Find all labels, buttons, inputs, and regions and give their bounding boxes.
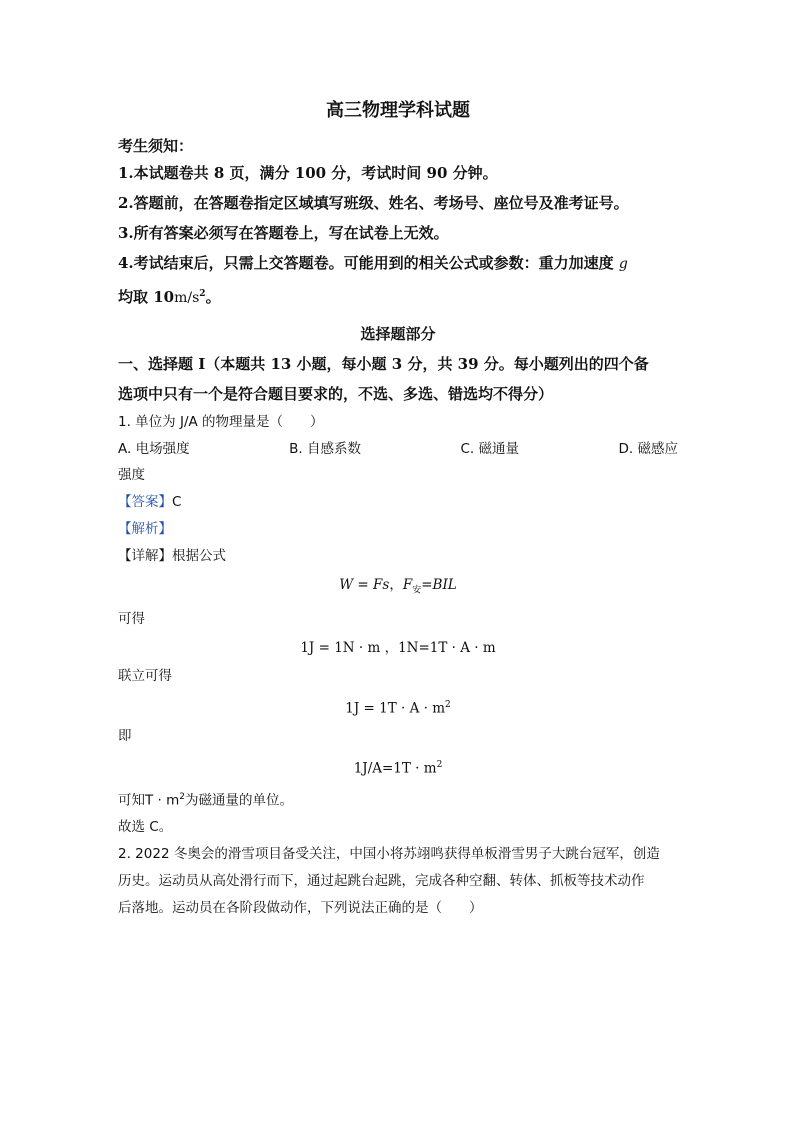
formula-3-body: 1J = 1T · A · m <box>345 700 446 717</box>
question-1-stem: 1. 单位为 J/A 的物理量是（ ） <box>118 414 324 430</box>
gravity-value-text: 均取 10 <box>118 288 175 306</box>
formula-2: 1J = 1N · m ，1N=1T · A · m <box>300 639 496 656</box>
conclusion-suffix: 为磁通量的单位。 <box>185 792 294 809</box>
notice-item-4 <box>118 248 678 279</box>
detail-line <box>118 543 678 570</box>
formula-1 <box>118 570 678 606</box>
answer-tag: 【答案】 <box>118 494 172 510</box>
formula-1-eq: = <box>353 577 374 593</box>
answer-line <box>118 489 678 516</box>
formula-1-sep: ， <box>389 577 403 593</box>
formula-4-exp: 2 <box>436 760 443 771</box>
notice-item-4-text: 4.考试结束后，只需上交答题卷。可能用到的相关公式或参数：重力加速度 <box>118 254 614 272</box>
option-d-wrap: 强度 <box>118 467 145 483</box>
formula-1-f: F <box>402 577 413 593</box>
gravity-symbol: g <box>618 256 628 272</box>
formula-1-fs: Fs <box>373 577 390 593</box>
formula-4-body: 1J/A=1T · m <box>353 760 437 777</box>
conclusion-prefix: 可知 <box>118 792 145 809</box>
detail-tag: 【详解】 <box>118 548 172 564</box>
notice-item-1: 1.本试题卷共 8 页，满分 100 分，考试时间 90 分钟。 <box>118 164 498 182</box>
gravity-suffix: 。 <box>205 288 221 306</box>
unit-m: m <box>174 290 188 306</box>
step-2-text: 联立可得 <box>118 667 172 684</box>
formula-1-rhs: =BIL <box>421 577 457 593</box>
part1-heading-line2: 选项中只有一个是符合题目要求的，不选、多选、错选均不得分） <box>118 385 554 403</box>
unit-exponent: 2 <box>199 289 206 299</box>
conclusion-unit: T · m <box>145 792 180 809</box>
step-3-text: 即 <box>118 728 132 745</box>
question-2-line3: 后落地。运动员在各阶段做动作，下列说法正确的是（ ） <box>118 900 483 917</box>
formula-3 <box>118 690 678 724</box>
question-1-options <box>118 436 678 462</box>
unit-s: s <box>192 290 200 306</box>
notice-item-3: 3.所有答案必须写在答题卷上，写在试卷上无效。 <box>118 224 449 242</box>
formula-3-exp: 2 <box>445 699 451 710</box>
formula-4 <box>118 750 678 784</box>
notice-item-4-continued <box>118 279 678 313</box>
exam-page <box>118 96 678 922</box>
notice-heading: 考生须知： <box>118 137 194 155</box>
option-c: C. 磁通量 <box>460 441 519 457</box>
conclusion-exp: 2 <box>179 791 186 802</box>
answer-value: C <box>172 494 182 510</box>
notice-item-2: 2.答题前，在答题卷指定区域填写班级、姓名、考场号、座位号及准考证号。 <box>118 194 629 212</box>
detail-text: 根据公式 <box>172 548 226 564</box>
part1-heading-line1: 一、选择题 I（本题共 13 小题，每小题 3 分，共 39 分。每小题列出的四个备 <box>118 355 649 373</box>
section-title: 选择题部分 <box>360 325 436 343</box>
conclusion-line <box>118 784 678 815</box>
question-2-line1: 2. 2022 冬奥会的滑雪项目备受关注，中国小将苏翊鸣获得单板滑雪男子大跳台冠军，创造 <box>118 846 660 863</box>
option-d: D. 磁感应 <box>618 441 678 457</box>
final-answer: 故选 C。 <box>118 819 173 836</box>
formula-1-w: W <box>339 577 354 593</box>
unit-slash: / <box>187 290 193 306</box>
page-title: 高三物理学科试题 <box>326 100 470 121</box>
option-b: B. 自感系数 <box>289 441 361 457</box>
formula-1-sub: 安 <box>412 585 422 596</box>
step-1-text: 可得 <box>118 610 145 627</box>
analysis-tag: 【解析】 <box>118 521 172 537</box>
option-a: A. 电场强度 <box>118 441 190 457</box>
question-2-line2: 历史。运动员从高处滑行而下，通过起跳台起跳，完成各种空翻、转体、抓板等技术动作 <box>118 873 645 890</box>
